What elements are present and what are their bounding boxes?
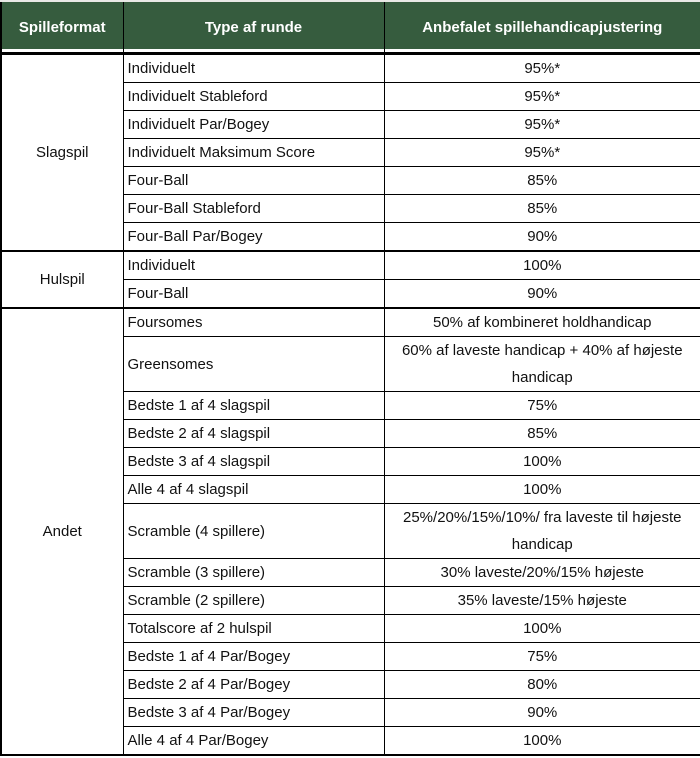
adjustment-cell: 95%* (384, 54, 700, 83)
round-type-cell: Alle 4 af 4 slagspil (123, 476, 384, 504)
adjustment-cell: 75% (384, 392, 700, 420)
round-type-cell: Foursomes (123, 308, 384, 337)
round-type-cell: Individuelt Stableford (123, 83, 384, 111)
adjustment-cell: 85% (384, 195, 700, 223)
group-label-hulspil: Hulspil (1, 251, 123, 308)
adjustment-cell: 90% (384, 223, 700, 252)
table-header-row (1, 1, 700, 54)
adjustment-cell: 100% (384, 476, 700, 504)
adjustment-cell: 80% (384, 671, 700, 699)
adjustment-cell: 75% (384, 643, 700, 671)
adjustment-cell: 100% (384, 615, 700, 643)
round-type-cell: Bedste 3 af 4 Par/Bogey (123, 699, 384, 727)
adjustment-cell: 90% (384, 699, 700, 727)
adjustment-cell: 95%* (384, 139, 700, 167)
round-type-cell: Alle 4 af 4 Par/Bogey (123, 727, 384, 756)
col-header-type-af-runde: Type af runde (123, 1, 384, 54)
group-label-slagspil: Slagspil (1, 54, 123, 252)
round-type-cell: Four-Ball Stableford (123, 195, 384, 223)
table-row (1, 251, 700, 280)
adjustment-cell: 95%* (384, 111, 700, 139)
table-body (1, 54, 700, 756)
adjustment-cell: 50% af kombineret holdhandicap (384, 308, 700, 337)
round-type-cell: Scramble (2 spillere) (123, 587, 384, 615)
round-type-cell: Greensomes (123, 337, 384, 392)
round-type-cell: Bedste 2 af 4 Par/Bogey (123, 671, 384, 699)
round-type-cell: Bedste 1 af 4 Par/Bogey (123, 643, 384, 671)
table-row (1, 54, 700, 83)
table-header (1, 1, 700, 54)
adjustment-cell: 35% laveste/15% højeste (384, 587, 700, 615)
col-header-anbefalet-justering: Anbefalet spillehandicapjustering (384, 1, 700, 54)
round-type-cell: Individuelt (123, 54, 384, 83)
round-type-cell: Totalscore af 2 hulspil (123, 615, 384, 643)
round-type-cell: Scramble (4 spillere) (123, 504, 384, 559)
adjustment-cell: 90% (384, 280, 700, 309)
table-row (1, 308, 700, 337)
round-type-cell: Bedste 1 af 4 slagspil (123, 392, 384, 420)
round-type-cell: Individuelt Maksimum Score (123, 139, 384, 167)
round-type-cell: Four-Ball (123, 280, 384, 309)
round-type-cell: Bedste 2 af 4 slagspil (123, 420, 384, 448)
adjustment-cell: 60% af laveste handicap + 40% af højeste handicap (384, 337, 700, 392)
round-type-cell: Individuelt (123, 251, 384, 280)
round-type-cell: Scramble (3 spillere) (123, 559, 384, 587)
group-label-andet: Andet (1, 308, 123, 755)
adjustment-cell: 25%/20%/15%/10%/ fra laveste til højeste handicap (384, 504, 700, 559)
adjustment-cell: 100% (384, 251, 700, 280)
adjustment-cell: 85% (384, 420, 700, 448)
adjustment-cell: 30% laveste/20%/15% højeste (384, 559, 700, 587)
adjustment-cell: 100% (384, 448, 700, 476)
adjustment-cell: 100% (384, 727, 700, 756)
round-type-cell: Four-Ball Par/Bogey (123, 223, 384, 252)
col-header-spilleformat: Spilleformat (1, 1, 123, 54)
adjustment-cell: 85% (384, 167, 700, 195)
adjustment-cell: 95%* (384, 83, 700, 111)
round-type-cell: Individuelt Par/Bogey (123, 111, 384, 139)
round-type-cell: Four-Ball (123, 167, 384, 195)
round-type-cell: Bedste 3 af 4 slagspil (123, 448, 384, 476)
